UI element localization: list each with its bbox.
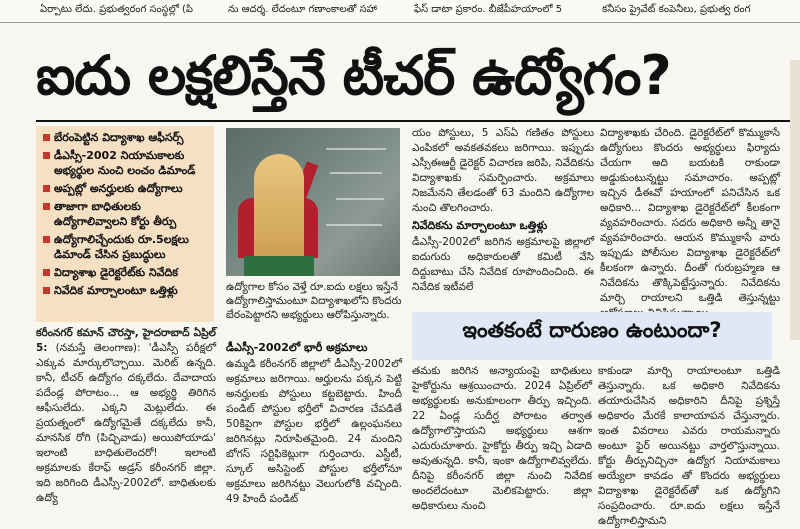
girl-skirt bbox=[244, 256, 314, 276]
strip-text: ఏర్పాటు లేదు. ప్రభుత్వరంగ సంస్థల్లో (పి bbox=[40, 4, 194, 15]
article-column-4 bbox=[600, 126, 780, 308]
article-column-1 bbox=[36, 326, 216, 507]
previous-article-strip bbox=[0, 0, 800, 23]
highlight-item: ఉద్యోగాలిచ్చేందుకు రూ.5లక్షలు డిమాండ్ చేసిన ప్రబుద్ధులు bbox=[42, 232, 210, 262]
highlight-item: అప్పట్లో అనర్హులకు ఉద్యోగాలు bbox=[42, 181, 210, 196]
highlight-item: బేరంపెట్టిన విద్యాశాఖ ఆఫీసర్స్ bbox=[42, 130, 210, 145]
subheading: డీఎస్సీ-2002లో భారీ అక్రమాలు bbox=[226, 341, 368, 354]
chalk-line bbox=[336, 198, 384, 200]
chalk-line bbox=[326, 148, 386, 150]
body-text: డీఎస్సీ-2002లో జరిగిన అక్రమాలపై జిల్లాలో ఐదుగురు అధికారులతో కమిటీ వేసి దిద్దుబాటు చేసి నివేదిక రూపొందించింది. ఈ నివేదిక ఇటీవలే bbox=[412, 236, 594, 293]
headline: ఐదు లక్షలిస్తేనే టీచర్ ఉద్యోగం? bbox=[36, 44, 671, 107]
chalk-line bbox=[330, 172, 382, 174]
highlight-item: తాజాగా బాధితులకు ఉద్యోగాలివ్వాలని కోర్టు తీర్పు bbox=[42, 199, 210, 229]
strip-text: కనీసం ప్రైవేట్ కంపెనీలు, ప్రభుత్వ రంగ bbox=[602, 4, 751, 15]
highlight-item: డీఎస్సీ-2002 నియామకాలకు అభ్యర్థుల నుంచి లంచం డిమాండ్ bbox=[42, 148, 210, 178]
subheading: నివేదికను మార్చాలంటూ ఒత్తిళ్లు bbox=[412, 219, 548, 232]
callout-box bbox=[412, 312, 772, 360]
photo-caption: ఉద్యోగాల కోసం వెళ్తే రూ.ఐదు లక్షలు ఇస్తేనే ఉద్యోగాలిస్తామంటూ విద్యాశాఖలోని కొందరు బేరంపెట్టారని అభ్యర్థులు ఆరోపిస్తున్నారు. bbox=[226, 281, 402, 321]
strip-text: ఫేస్ డాటా ప్రకారం. బీజేపీహయాంలో 5 bbox=[414, 4, 563, 15]
highlight-item: విద్యాశాఖ డైరెక్టరేట్‌కు నివేదిక bbox=[42, 265, 210, 280]
article-column-3 bbox=[412, 126, 594, 308]
body-text: ఉమ్మడి కరీంనగర్ జిల్లాలో డీఎస్సీ-2002లో అక్రమాలు జరిగాయి. అర్హులను పక్కన పెట్టి అనర్హులకు పోస్టులు కట్టబెట్టారు. హిందీ పండిట్ పోస్టుల భర్తీలో విచారణ చేపడితే 50కిపైగా పోస్టుల భర్తీలో ఉల్లంఘనలు జరిగినట్లు నిరూపితమైంది. 24 మందిని బోగస్ సర్టిఫికెట్లుగా గుర్తించారు. ఎస్టీటీ, స్కూల్ అసిస్టెంట్ పోస్టుల భర్తీలోనూ అక్రమాలు జరిగినట్టు వెలుగులోకి వచ్చింది. 49 హిందీ పండిట్ bbox=[226, 358, 402, 505]
body-text: విద్యాశాఖకు చేరింది. డైరెక్టరేట్‌లో కొమ్ముకాసే ఉద్యోగులు కొందరు అభ్యర్థులు ఫిర్యాదు చేయగా అది బయటకి రాకుండా అడ్డుకుంటున్నట్టు సమాచారం. అప్పట్లో ఇచ్చిన డీఈవో హయాంలో పనిచేసిన ఒక అధికారి... విద్యాశాఖ డైరెక్టరేట్‌లో కీలకంగా వ్యవహరించారు. సదరు అధికారి అన్నీ తానై వ్యవహరించారు. ఆయన కొమ్ముకాసే వారు ఇప్పుడు పోలీసుల విద్యాశాఖ డైరెక్టరేట్‌లో కీలకంగా ఉన్నారు. దీంతో గురుబ్రహ్మణ ఆ నివేదికను తొక్కిపెట్టేస్తున్నారు. నివేదికను మార్చి రాయాలని ఒత్తిడి తెస్తున్నట్టు bbox=[600, 127, 780, 304]
article-column-2 bbox=[226, 338, 402, 507]
body-text: కాకుండా మార్చి రాయాలంటూ ఒత్తిడి తెస్తున్నారు. ఒక అధికారి నివేదికను తయారుచేసిన అధికారిని దీనిపై ప్రశ్నిస్తే అధికారం మేరకే కాలాయాపన చేస్తున్నారు. ఇంత వివరాలు ఎవరు రాయమన్నారు అంటూ ఫైర్ అయినట్టు వార్తలొస్తున్నాయి. కోర్టు తీర్పునిచ్చినా ఉద్యోగ నియామకాలు అయ్యేలా కావడం తో కొందరు అభ్యర్థులు విద్యాశాఖ డైరెక్టరేట్‌తో ఒక ఉద్యోగిని సంప్రదించారు. రూ.ఐదు లక్షలు ఇస్తేనే ఉద్యోగాలిస్తామని bbox=[598, 365, 780, 527]
headline-rule bbox=[36, 120, 800, 122]
callout-column-left bbox=[412, 364, 592, 512]
dateline: కరీంనగర్ కమాన్ చౌరస్తా, హైదరాబాద్ ఏప్రిల్ 5: bbox=[36, 327, 216, 354]
callout-title: ఇంతకంటే దారుణం ఉంటుందా? bbox=[462, 318, 722, 342]
body-text: యం పోస్టులు, 5 ఎస్ఏ గణితం పోస్టులు ఎంపికలో అవకతవకలు జరిగాయి. ఇప్పుడు ఎస్సీఈఆర్టీ డైరెక్టర్ విచారణ జరిపి, నివేదికను విద్యాశాఖకు సమర్పించారు. అక్రమాలు నిజమేనని తేలడంతో 63 మందిని ఉద్యోగాల నుంచి తొలగించారు. bbox=[412, 127, 594, 214]
body-text: తమకు జరిగిన అన్యాయంపై బాధితులు హైకోర్టును ఆశ్రయించారు. 2024 ఏప్రిల్‌లో అభ్యర్థులకు అనుకూలంగా తీర్పు ఇచ్చింది. 22 ఏండ్ల సుదీర్ఘ పోరాటం తర్వాత ఉద్యోగాలొస్తాయని అభ్యర్థులు ఆశగా ఎదురుచూశారు. హైకోర్టు తీర్పు ఇచ్చి ఏడాది అవుతున్నది. కానీ, ఇంకా ఉద్యోగాలివ్వలేదు. దీనిపై కరీంనగర్ జిల్లా నుంచి నివేదిక అందలేదంటూ మెలికపెట్టారు. జిల్లా అధికారులు నుంచి bbox=[412, 365, 592, 512]
strip-text: ను ఆదర్శ. లేదంటూ గణాంకాలతో సహా bbox=[228, 4, 377, 15]
highlights-box bbox=[36, 126, 214, 322]
callout-column-right bbox=[598, 364, 780, 527]
classroom-photo bbox=[226, 128, 400, 276]
highlight-item: నివేదిక మార్చాలంటూ ఒత్తిళ్లు bbox=[42, 283, 210, 298]
chalk-line bbox=[326, 224, 382, 226]
body-text: (నమస్తే తెలంగాణ): 'డీఎస్సీ పరీక్షలో ఎక్కువ మార్కులొచ్చాయి. మెరిట్ ఉన్నది. కానీ, టీచర్ ఉద్యోగం దక్కలేదు. దేవాదాయ పదేండ్ల పోరాటం... ఆ అభ్యర్థి తిరిగిన ఆఫీసులేదు. ఎక్కని మెట్లులేదు. ఈ ప్రయత్నంలో ఉద్యోగమైతే దక్కలేదు కానీ, మానసిక రోగి (పిచ్చివాడు) అయిపోయాడు' ఇలాంటి బాధితులెందరో! ఇలాంటి అక్రమాలకు కేరాఫ్ అడ్రస్ కరీంనగర్ జిల్లా. ఇది జరిగింది డీఎస్సీ-2002లో. బాధితులకు ఉద్యో bbox=[36, 342, 216, 504]
adjacent-page-edge bbox=[790, 60, 800, 340]
